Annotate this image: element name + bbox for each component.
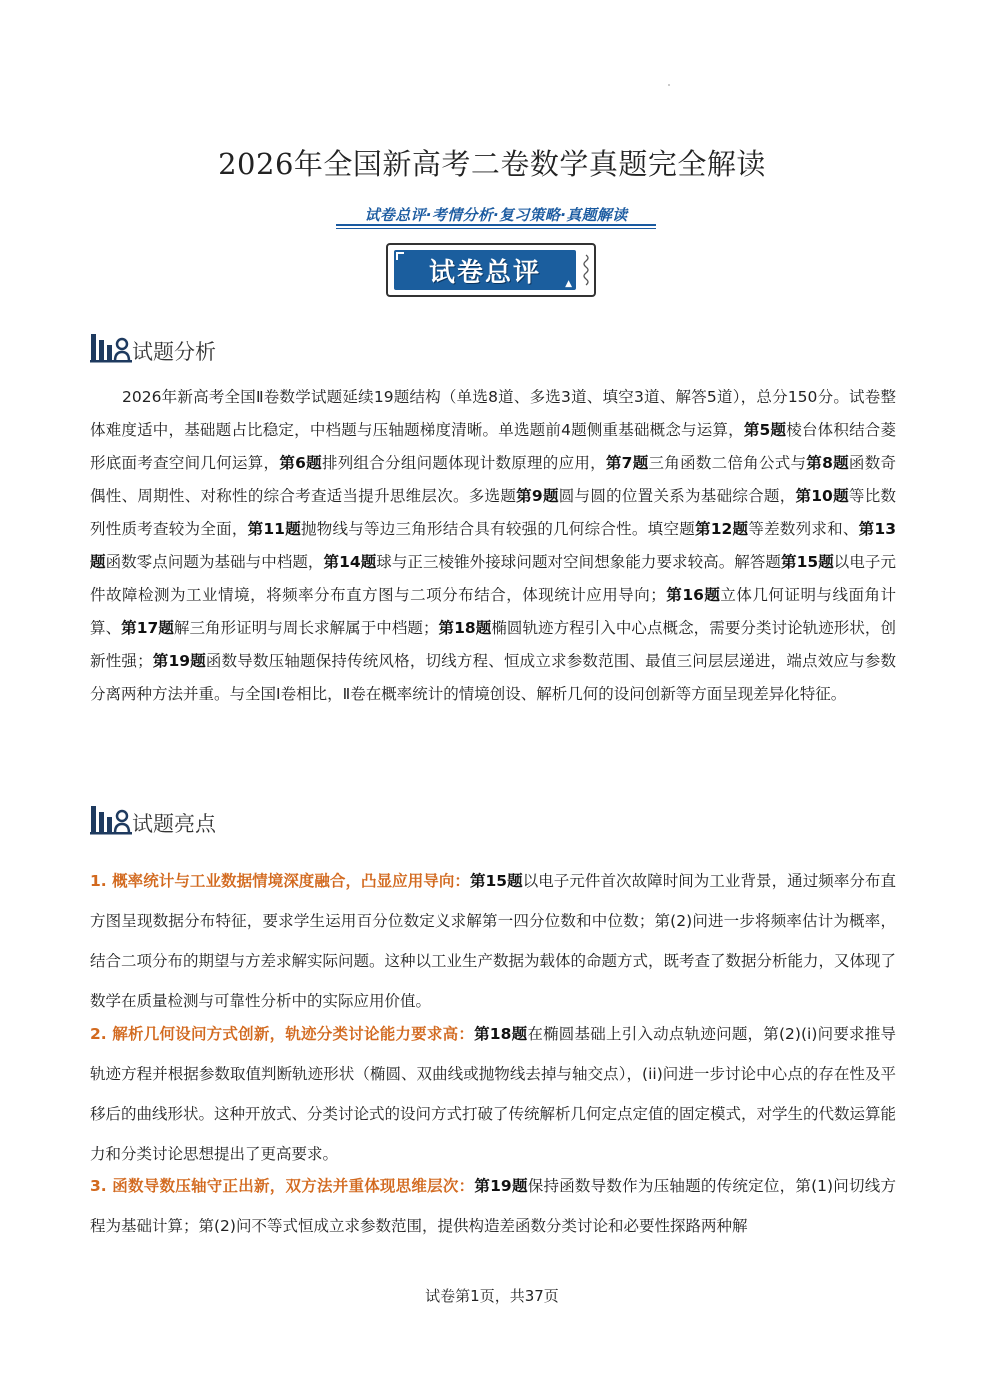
question-ref: 第18题 xyxy=(474,1025,528,1043)
text-run: 圆与圆的位置关系为基础综合题， xyxy=(558,487,796,505)
text-run: 等差数列求和、 xyxy=(748,520,859,538)
question-ref: 第14题 xyxy=(323,553,377,571)
question-ref: 第17题 xyxy=(121,619,174,637)
highlight-title: 2. 解析几何设问方式创新，轨迹分类讨论能力要求高： xyxy=(90,1025,475,1043)
question-ref: 第13题 xyxy=(90,520,896,571)
text-run: 解三角形证明与周长求解属于中档题； xyxy=(173,619,439,637)
question-ref: 第12题 xyxy=(694,520,749,538)
page-footer: 试卷第1页，共37页 xyxy=(425,1287,559,1305)
text-run: 三角函数二倍角公式与 xyxy=(648,454,807,472)
question-ref: 第19题 xyxy=(152,652,206,670)
question-ref: 第8题 xyxy=(806,454,849,472)
question-ref: 第15题 xyxy=(781,553,834,571)
text-run: 在椭圆基础上引入动点轨迹问题，第(2)(i)问要求推导轨迹方程并根据参数取值判断轨迹形状（椭圆、双曲线或抛物线去掉与轴交点），(ii)问进一步讨论中心点的存在性及平移后的曲线形状。这种开放式、分类讨论式的设问方式打破了传统解析几何定点定值的固定模式，对学生的代数运算能力和分类讨论思想提出了更高要求。 xyxy=(90,1025,897,1163)
text-run: 保持函数导数作为压轴题的传统定位，第(1)问切线方程为基础计算；第(2)问不等式恒成立求参数范围，提供构造差函数分类讨论和必要性探路两种解 xyxy=(90,1177,896,1235)
banner-background xyxy=(394,250,576,290)
text-run: 立体几何证明与线面角计算、 xyxy=(90,586,896,637)
text-run: 等比数列性质考查较为全面， xyxy=(90,487,896,538)
banner-caret-icon: ▲ xyxy=(565,279,572,289)
section-heading-highlights xyxy=(90,800,216,836)
document-title: 2026年全国新高考二卷数学真题完全解读 xyxy=(218,147,766,181)
text-run: 函数导数压轴题保持传统风格，切线方程、恒成立求参数范围、最值三问层层递进，端点效应与参数分离两种方法并重。与全国Ⅰ卷相比，Ⅱ卷在概率统计的情境创设、解析几何的设问创新等方面呈现差异化特征。 xyxy=(90,652,896,703)
text-run: 以电子元件故障检测为工业情境，将频率分布直方图与二项分布结合，体现统计应用导向； xyxy=(90,553,896,604)
highlight-title: 1. 概率统计与工业数据情境深度融合，凸显应用导向： xyxy=(90,872,470,890)
highlight-item-3 xyxy=(90,1166,896,1246)
text-run: 函数零点问题为基础与中档题， xyxy=(105,553,324,571)
section-heading-analysis xyxy=(90,328,216,364)
question-ref: 第15题 xyxy=(469,872,523,890)
banner-squiggle-icon xyxy=(580,253,592,287)
text-run: 2026年新高考全国Ⅱ卷数学试题延续19题结构（单选8道、多选3道、填空3道、解答5道），总分150分。试卷整体难度适中，基础题占比稳定，中档题与压轴题梯度清晰。单选题前4题侧重基础概念与运算， xyxy=(90,388,896,439)
question-ref: 第19题 xyxy=(474,1177,528,1195)
subtitle-block xyxy=(336,204,656,230)
bar-chart-person-icon xyxy=(90,800,132,836)
subtitle-underline xyxy=(336,224,656,226)
question-ref: 第18题 xyxy=(438,619,492,637)
decorative-dot xyxy=(668,84,670,86)
text-run: 以电子元件首次故障时间为工业背景，通过频率分布直方图呈现数据分布特征，要求学生运用百分位数定义求解第一四分位数和中位数；第(2)问进一步将频率估计为概率，结合二项分布的期望与方差求解实际问题。这种以工业生产数据为载体的命题方式，既考查了数据分析能力，又体现了数学在质量检测与可靠性分析中的实际应用价值。 xyxy=(90,872,897,1010)
question-ref: 第5题 xyxy=(743,421,787,439)
highlight-item-1 xyxy=(90,861,896,1021)
question-ref: 第7题 xyxy=(605,454,649,472)
banner-label: 试卷总评 xyxy=(428,257,541,288)
analysis-paragraph xyxy=(90,381,896,711)
bar-chart-person-icon xyxy=(90,328,132,364)
text-run: 排列组合分组问题体现计数原理的应用， xyxy=(321,454,606,472)
highlight-item-2 xyxy=(90,1014,896,1174)
text-run: 函数奇偶性、周期性、对称性的综合考查适当提升思维层次。多选题 xyxy=(90,454,896,505)
highlight-title: 3. 函数导数压轴守正出新，双方法并重体现思维层次： xyxy=(90,1177,475,1195)
section-banner xyxy=(386,243,596,297)
text-run: 球与正三棱锥外接球问题对空间想象能力要求较高。解答题 xyxy=(376,553,781,571)
question-ref: 第11题 xyxy=(247,520,301,538)
text-run: 抛物线与等边三角形结合具有较强的几何综合性。填空题 xyxy=(300,520,695,538)
text-run: 棱台体积结合菱形底面考查空间几何运算， xyxy=(90,421,896,472)
question-ref: 第9题 xyxy=(516,487,559,505)
question-ref: 第16题 xyxy=(665,586,721,604)
subtitle-link[interactable]: 试卷总评·考情分析·复习策略·真题解读 xyxy=(364,206,628,224)
text-run: 椭圆轨迹方程引入中心点概念，需要分类讨论轨迹形状，创新性强； xyxy=(90,619,896,670)
subtitle-underline-thin xyxy=(336,228,656,229)
question-ref: 第6题 xyxy=(279,454,322,472)
banner-corner-mark xyxy=(396,252,404,260)
section-heading-label: 试题亮点 xyxy=(132,812,216,836)
question-ref: 第10题 xyxy=(795,487,849,505)
section-heading-label: 试题分析 xyxy=(132,340,216,364)
